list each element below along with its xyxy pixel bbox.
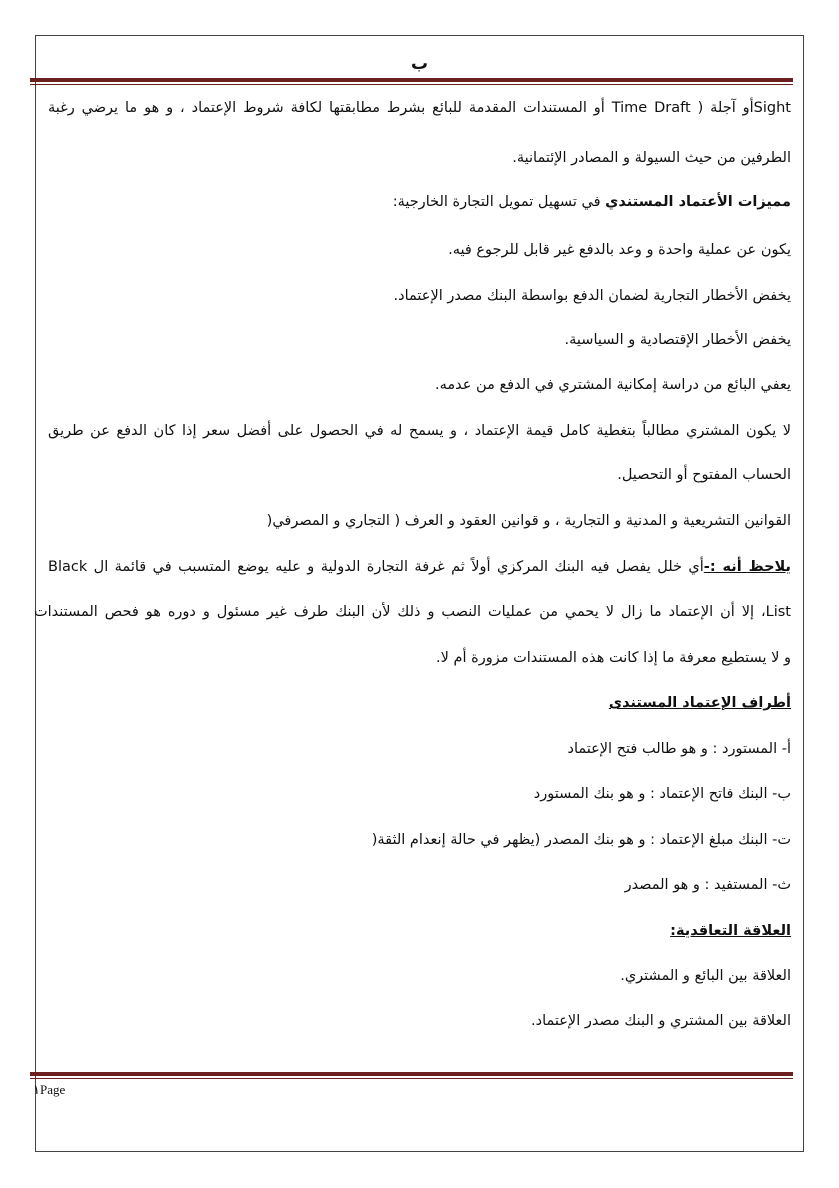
- list-item: يكون عن عملية واحدة و وعد بالدفع غير قابل للرجوع فيه.: [448, 242, 791, 258]
- list-item: يخفض الأخطار التجارية لضمان الدفع بواسطة البنك مصدر الإعتماد.: [393, 288, 791, 304]
- note-line: يلاحظ أنه :-أي خلل يفصل فيه البنك المركزي أولاً ثم غرفة التجارة الدولية و عليه يوضع المتسبب في قائمة ال Black: [48, 559, 791, 575]
- list-item: ث- المستفيد : و هو المصدر: [624, 877, 791, 893]
- list-item: العلاقة بين البائع و المشتري.: [620, 968, 791, 984]
- list-item: يخفض الأخطار الإقتصادية و السياسية.: [564, 332, 791, 348]
- list-item: ت- البنك مبلغ الإعتماد : و هو بنك المصدر (يظهر في حالة إنعدام الثقة(: [371, 832, 791, 848]
- section-heading: أطراف الإعتماد المستندى: [608, 695, 791, 711]
- list-item: يعفي البائع من دراسة إمكانية المشتري في الدفع من عدمه.: [435, 377, 791, 393]
- section-title: مميزات الأعتماد المستندي: [605, 194, 791, 210]
- list-item: لا يكون المشتري مطالباً بتغطية كامل قيمة الإعتماد ، و يسمح له في الحصول على أفضل سعر إذا كان الدفع عن طريق: [48, 423, 791, 439]
- list-item: القوانين التشريعية و المدنية و التجارية ، و قوانين العقود و العرف ( التجاري و المصرفي(: [266, 513, 791, 529]
- section-intro-line: مميزات الأعتماد المستندي في تسهيل تمويل التجارة الخارجية:: [392, 194, 791, 210]
- list-item: العلاقة بين المشتري و البنك مصدر الإعتماد.: [531, 1013, 791, 1029]
- page-header-letter: ب: [410, 54, 429, 74]
- header-rule: [30, 78, 793, 85]
- section-heading: العلاقة التعاقدية:: [670, 923, 791, 939]
- page-number: ١Page: [33, 1082, 66, 1097]
- list-item: أ- المستورد : و هو طالب فتح الإعتماد: [567, 741, 791, 757]
- list-item: ب- البنك فاتح الإعتماد : و هو بنك المستورد: [533, 786, 791, 802]
- note-label: يلاحظ أنه :-: [703, 559, 791, 575]
- paragraph-line: الطرفين من حيث السيولة و المصادر الإئتمانية.: [512, 150, 791, 166]
- list-item: الحساب المفتوح أو التحصيل.: [617, 467, 791, 483]
- note-line: List، إلا أن الإعتماد ما زال لا يحمي من عمليات النصب و ذلك لأن البنك طرف غير مسئول و دوره هو فحص المستندات: [34, 604, 791, 620]
- note-line: و لا يستطيع معرفة ما إذا كانت هذه المستندات مزورة أم لا.: [436, 650, 791, 666]
- footer-rule: [30, 1072, 793, 1079]
- paragraph-line: Sightأو آجلة ( Time Draft أو المستندات المقدمة للبائع بشرط مطابقتها لكافة شروط الإعتماد ، و هو ما يرضي رغبة: [48, 100, 791, 116]
